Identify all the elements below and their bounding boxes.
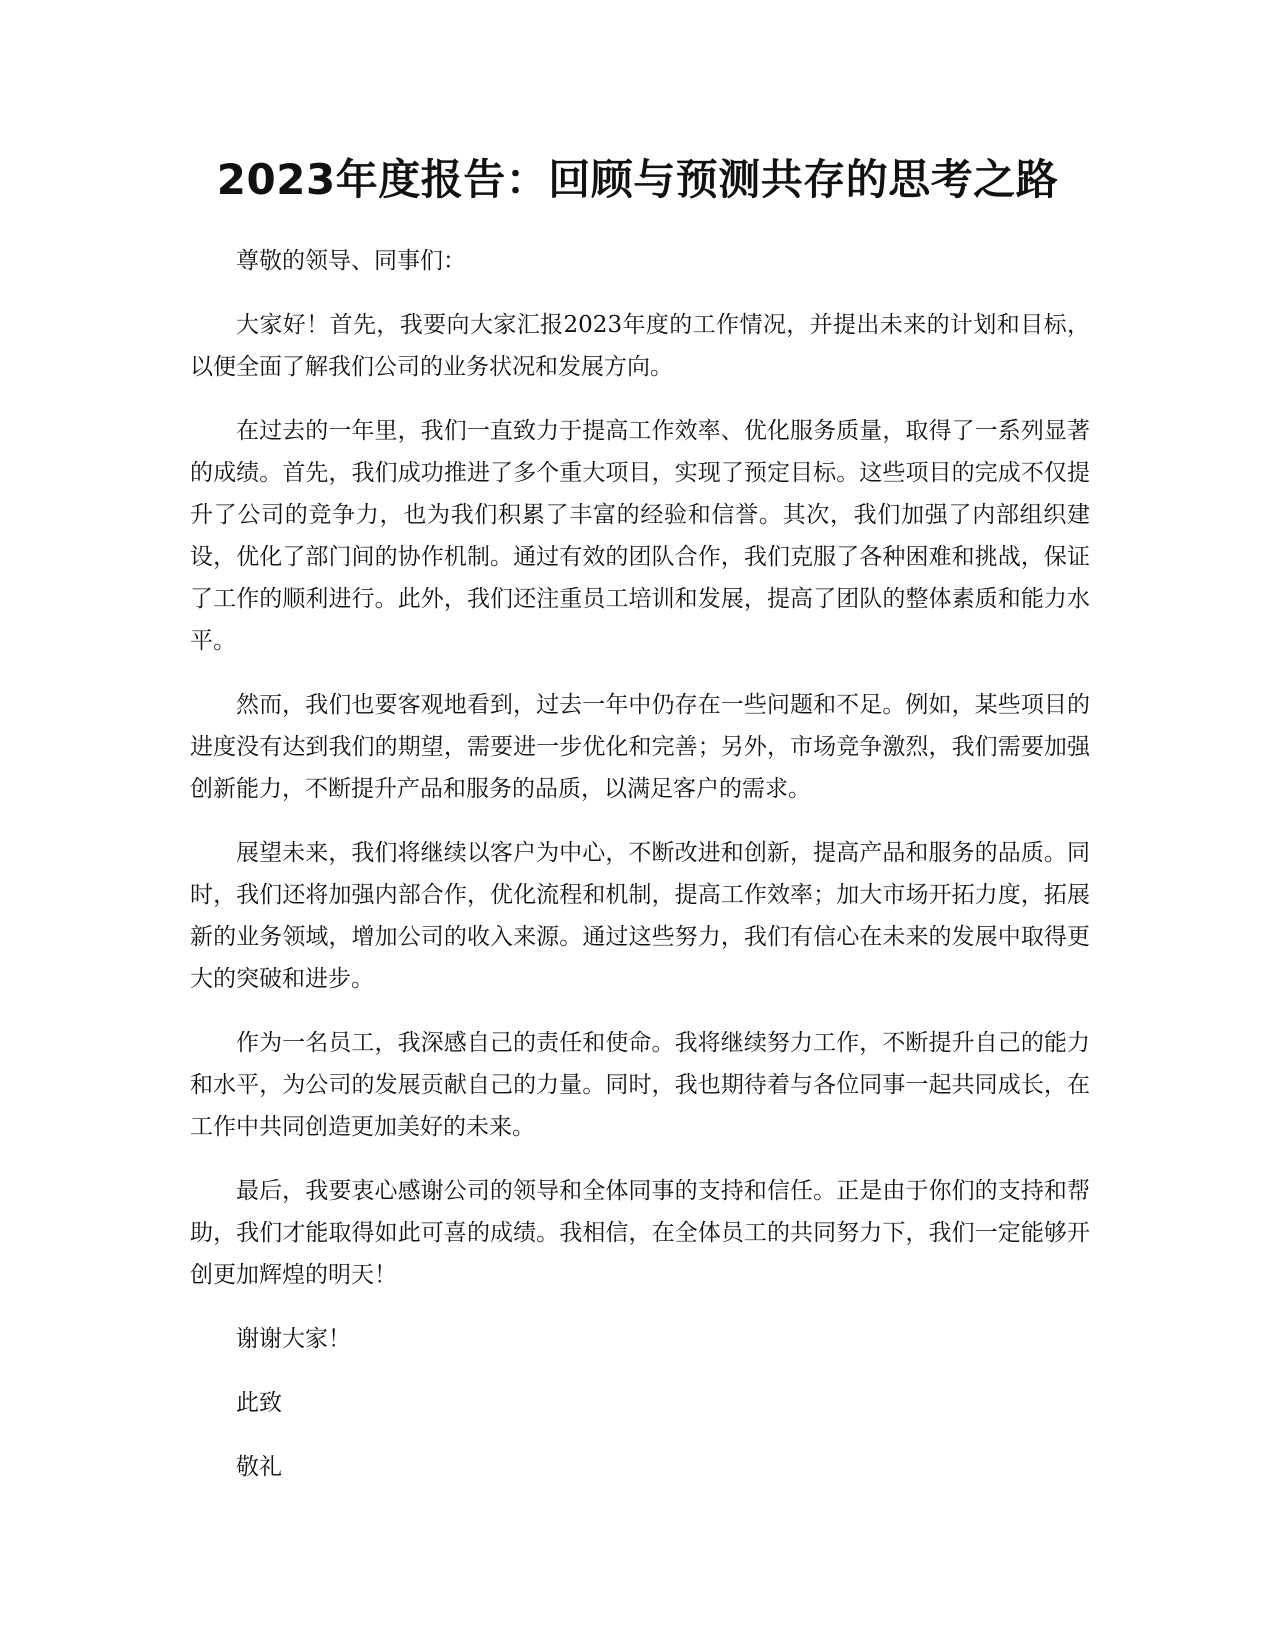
salutation: 尊敬的领导、同事们： [236, 248, 466, 274]
paragraph-greeting: 大家好！首先，我要向大家汇报2023年度的工作情况，并提出未来的计划和目标，以便全面了解我们公司的业务状况和发展方向。 [190, 312, 1090, 380]
paragraph-gratitude: 最后，我要衷心感谢公司的领导和全体同事的支持和信任。正是由于你们的支持和帮助，我们才能取得如此可喜的成绩。我相信，在全体员工的共同努力下，我们一定能够开创更加辉煌的明天！ [190, 1178, 1090, 1288]
paragraph-problems: 然而，我们也要客观地看到，过去一年中仍存在一些问题和不足。例如，某些项目的进度没有达到我们的期望，需要进一步优化和完善；另外，市场竞争激烈，我们需要加强创新能力，不断提升产品和服务的品质，以满足客户的需求。 [190, 692, 1090, 802]
thanks-line: 谢谢大家！ [236, 1326, 351, 1352]
closing-line-1: 此致 [236, 1390, 282, 1416]
paragraph-responsibility: 作为一名员工，我深感自己的责任和使命。我将继续努力工作，不断提升自己的能力和水平，为公司的发展贡献自己的力量。同时，我也期待着与各位同事一起共同成长，在工作中共同创造更加美好的未来。 [190, 1030, 1090, 1140]
document-title: 2023年度报告：回顾与预测共存的思考之路 [216, 155, 1059, 204]
document-body [190, 240, 1090, 1510]
paragraph-achievements: 在过去的一年里，我们一直致力于提高工作效率、优化服务质量，取得了一系列显著的成绩。首先，我们成功推进了多个重大项目，实现了预定目标。这些项目的完成不仅提升了公司的竞争力，也为我们积累了丰富的经验和信誉。其次，我们加强了内部组织建设，优化了部门间的协作机制。通过有效的团队合作，我们克服了各种困难和挑战，保证了工作的顺利进行。此外，我们还注重员工培训和发展，提高了团队的整体素质和能力水平。 [190, 418, 1090, 654]
paragraph-outlook: 展望未来，我们将继续以客户为中心，不断改进和创新，提高产品和服务的品质。同时，我们还将加强内部合作，优化流程和机制，提高工作效率；加大市场开拓力度，拓展新的业务领域，增加公司的收入来源。通过这些努力，我们有信心在未来的发展中取得更大的突破和进步。 [190, 840, 1090, 992]
closing-line-2: 敬礼 [236, 1454, 282, 1480]
